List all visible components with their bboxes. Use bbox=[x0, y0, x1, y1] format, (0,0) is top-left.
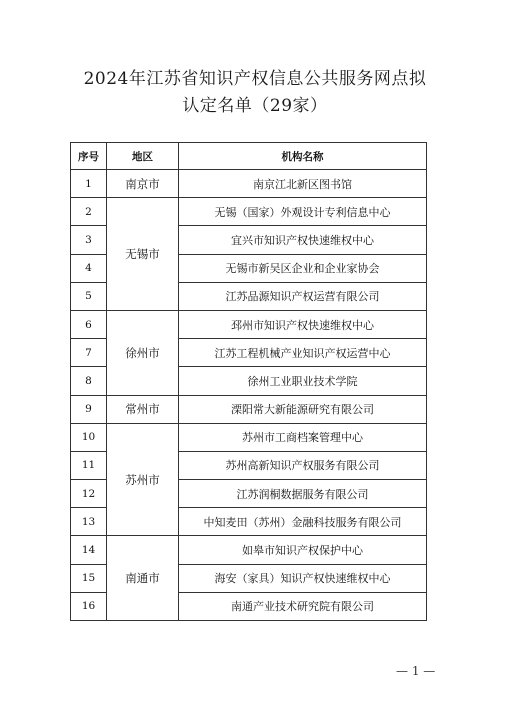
table-row bbox=[71, 423, 427, 451]
serial-number-cell: 5 bbox=[71, 282, 107, 310]
institution-name-cell: 海安（家具）知识产权快速维权中心 bbox=[179, 564, 427, 592]
header-serial-number: 序号 bbox=[71, 143, 107, 170]
serial-number-cell: 13 bbox=[71, 508, 107, 536]
table-row bbox=[71, 310, 427, 338]
table-row bbox=[71, 198, 427, 226]
region-cell: 常州市 bbox=[107, 395, 179, 423]
institution-name-cell: 苏州市工商档案管理中心 bbox=[179, 423, 427, 451]
institution-name-cell: 江苏品源知识产权运营有限公司 bbox=[179, 282, 427, 310]
document-title-line-2: 认定名单（29家） bbox=[182, 96, 328, 116]
serial-number-cell: 3 bbox=[71, 226, 107, 254]
institution-name-cell: 中知麦田（苏州）金融科技服务有限公司 bbox=[179, 508, 427, 536]
region-cell: 无锡市 bbox=[107, 198, 179, 311]
region-cell: 徐州市 bbox=[107, 310, 179, 395]
serial-number-cell: 9 bbox=[71, 395, 107, 423]
institution-name-cell: 江苏润桐数据服务有限公司 bbox=[179, 480, 427, 508]
table-body bbox=[71, 170, 427, 621]
table-row bbox=[71, 395, 427, 423]
serial-number-cell: 10 bbox=[71, 423, 107, 451]
institution-name-cell: 徐州工业职业技术学院 bbox=[179, 367, 427, 395]
region-cell: 南通市 bbox=[107, 536, 179, 621]
header-institution-name: 机构名称 bbox=[179, 143, 427, 170]
serial-number-cell: 16 bbox=[71, 592, 107, 620]
table-row bbox=[71, 170, 427, 198]
institution-name-cell: 苏州高新知识产权服务有限公司 bbox=[179, 451, 427, 479]
institution-name-cell: 邳州市知识产权快速维权中心 bbox=[179, 310, 427, 338]
table-header-row bbox=[71, 143, 427, 170]
institution-name-cell: 如皋市知识产权保护中心 bbox=[179, 536, 427, 564]
institution-name-cell: 南通产业技术研究院有限公司 bbox=[179, 592, 427, 620]
serial-number-cell: 12 bbox=[71, 480, 107, 508]
serial-number-cell: 4 bbox=[71, 254, 107, 282]
header-region: 地区 bbox=[107, 143, 179, 170]
serial-number-cell: 2 bbox=[71, 198, 107, 226]
institution-name-cell: 江苏工程机械产业知识产权运营中心 bbox=[179, 339, 427, 367]
serial-number-cell: 8 bbox=[71, 367, 107, 395]
institution-name-cell: 南京江北新区图书馆 bbox=[179, 170, 427, 198]
institution-name-cell: 溧阳常大新能源研究有限公司 bbox=[179, 395, 427, 423]
institution-name-cell: 无锡（国家）外观设计专利信息中心 bbox=[179, 198, 427, 226]
institution-name-cell: 无锡市新吴区企业和企业家协会 bbox=[179, 254, 427, 282]
serial-number-cell: 14 bbox=[71, 536, 107, 564]
serial-number-cell: 15 bbox=[71, 564, 107, 592]
serial-number-cell: 6 bbox=[71, 310, 107, 338]
region-cell: 南京市 bbox=[107, 170, 179, 198]
serial-number-cell: 1 bbox=[71, 170, 107, 198]
region-cell: 苏州市 bbox=[107, 423, 179, 536]
institution-name-cell: 宜兴市知识产权快速维权中心 bbox=[179, 226, 427, 254]
serial-number-cell: 7 bbox=[71, 339, 107, 367]
serial-number-cell: 11 bbox=[71, 451, 107, 479]
document-title-line-1: 2024年江苏省知识产权信息公共服务网点拟 bbox=[83, 69, 427, 89]
institution-table bbox=[70, 142, 427, 621]
table-row bbox=[71, 536, 427, 564]
page-number: — 1 — bbox=[396, 664, 436, 678]
